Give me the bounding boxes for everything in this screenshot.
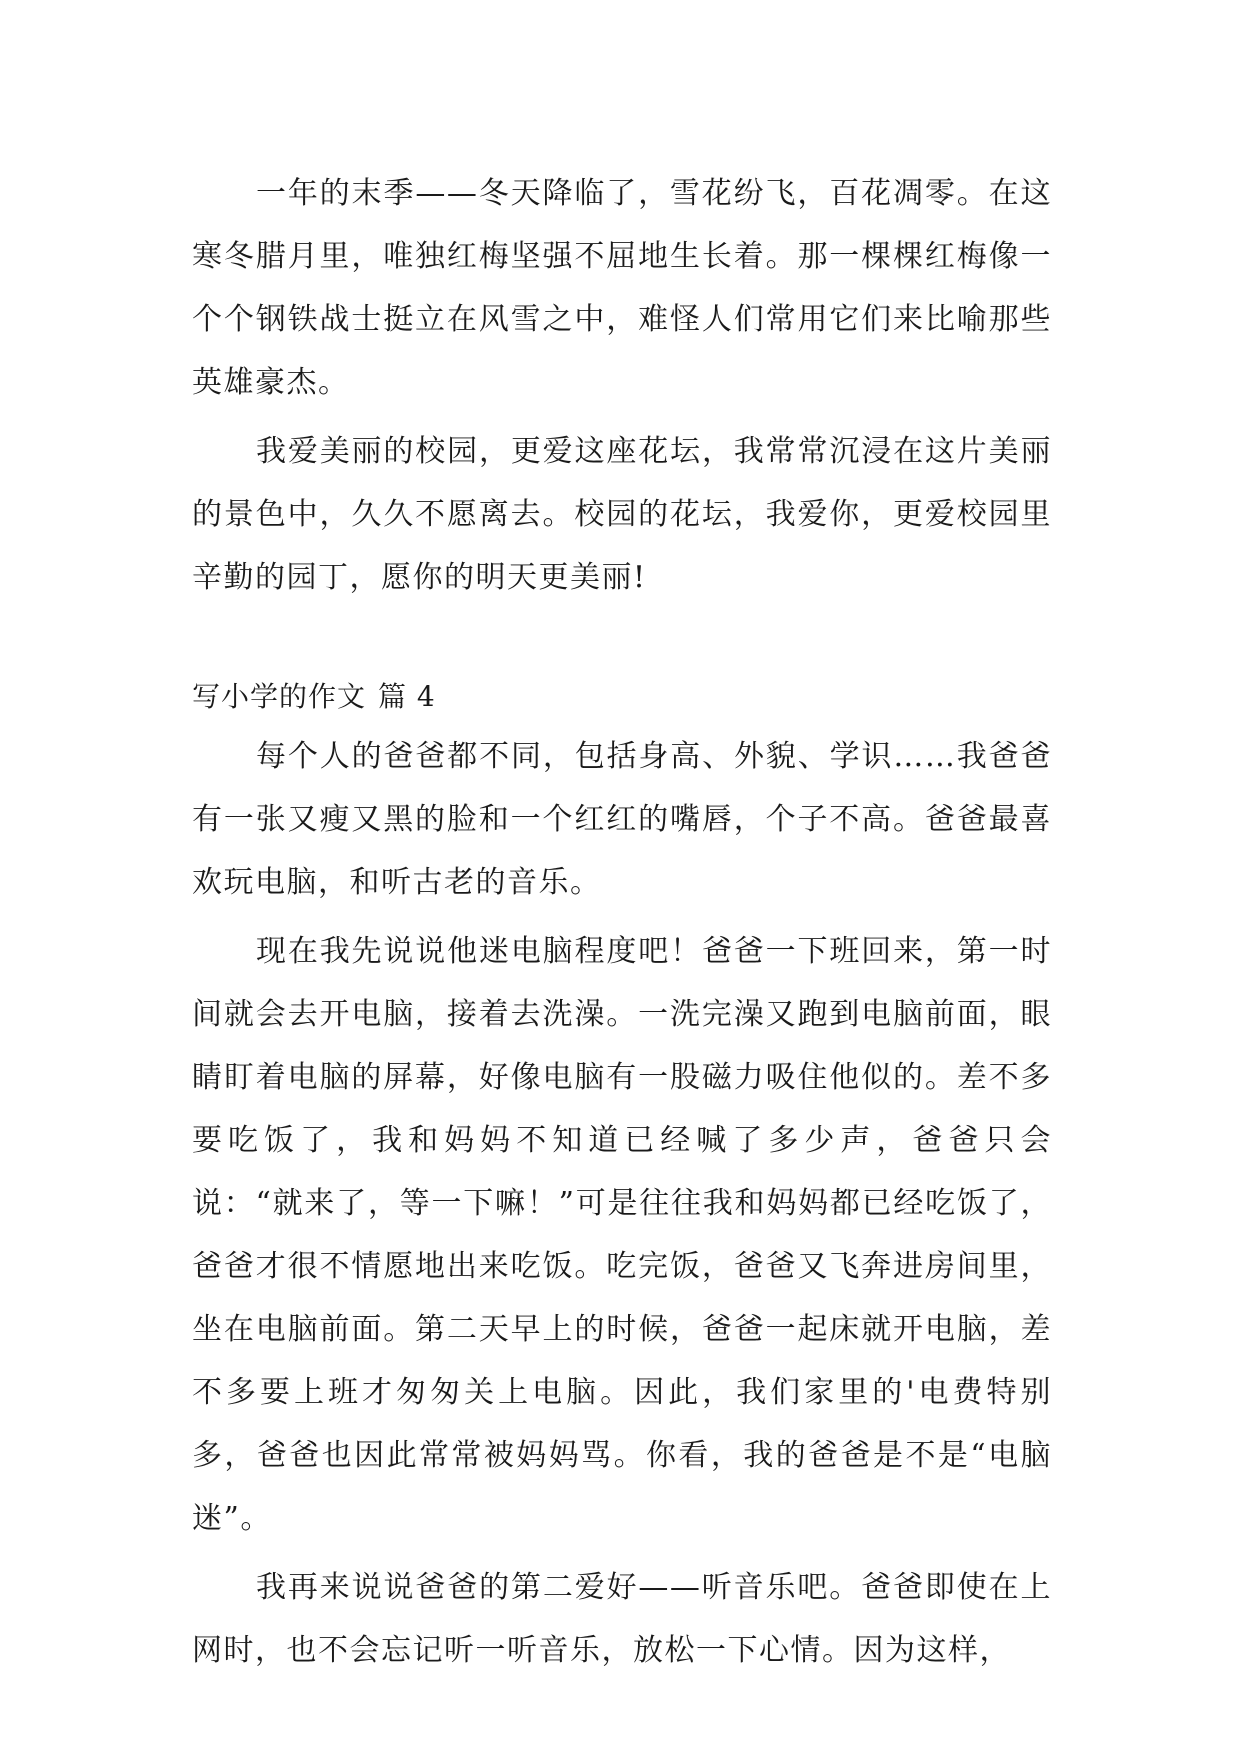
paragraph-dad-computer: 现在我先说说他迷电脑程度吧！爸爸一下班回来，第一时间就会去开电脑，接着去洗澡。一洗完澡又跑到电脑前面，眼睛盯着电脑的屏幕，好像电脑有一股磁力吸住他似的。差不多要吃饭了，我和妈妈不知道已经喊了多少声，爸爸只会说：“就来了，等一下嘛！”可是往往我和妈妈都已经吃饭了，爸爸才很不情愿地出来吃饭。吃完饭，爸爸又飞奔进房间里，坐在电脑前面。第二天早上的时候，爸爸一起床就开电脑，差不多要上班才匆匆关上电脑。因此，我们家里的'电费特别多，爸爸也因此常常被妈妈骂。你看，我的爸爸是不是“电脑迷”。 <box>192 934 1052 1536</box>
essay-number: 篇 4 <box>378 680 436 713</box>
paragraph-school-garden: 我爱美丽的校园，更爱这座花坛，我常常沉浸在这片美丽的景色中，久久不愿离去。校园的花坛，我爱你，更爱校园里辛勤的园丁，愿你的明天更美丽! <box>192 434 1052 595</box>
paragraph-dad-music: 我再来说说爸爸的第二爱好——听音乐吧。爸爸即使在上网时，也不会忘记听一听音乐，放松一下心情。因为这样， <box>192 1570 1052 1668</box>
paragraph-dad-intro: 每个人的爸爸都不同，包括身高、外貌、学识……我爸爸有一张又瘦又黑的脸和一个红红的嘴唇，个子不高。爸爸最喜欢玩电脑，和听古老的音乐。 <box>192 739 1052 900</box>
essay-title: 写小学的作文 <box>192 680 367 713</box>
essay-heading <box>192 669 1052 725</box>
paragraph-winter-plum: 一年的末季——冬天降临了，雪花纷飞，百花凋零。在这寒冬腊月里，唯独红梅坚强不屈地生长着。那一棵棵红梅像一个个钢铁战士挺立在风雪之中，难怪人们常用它们来比喻那些英雄豪杰。 <box>192 176 1052 400</box>
section-spacer <box>192 609 1052 669</box>
document-page <box>192 162 1052 1682</box>
